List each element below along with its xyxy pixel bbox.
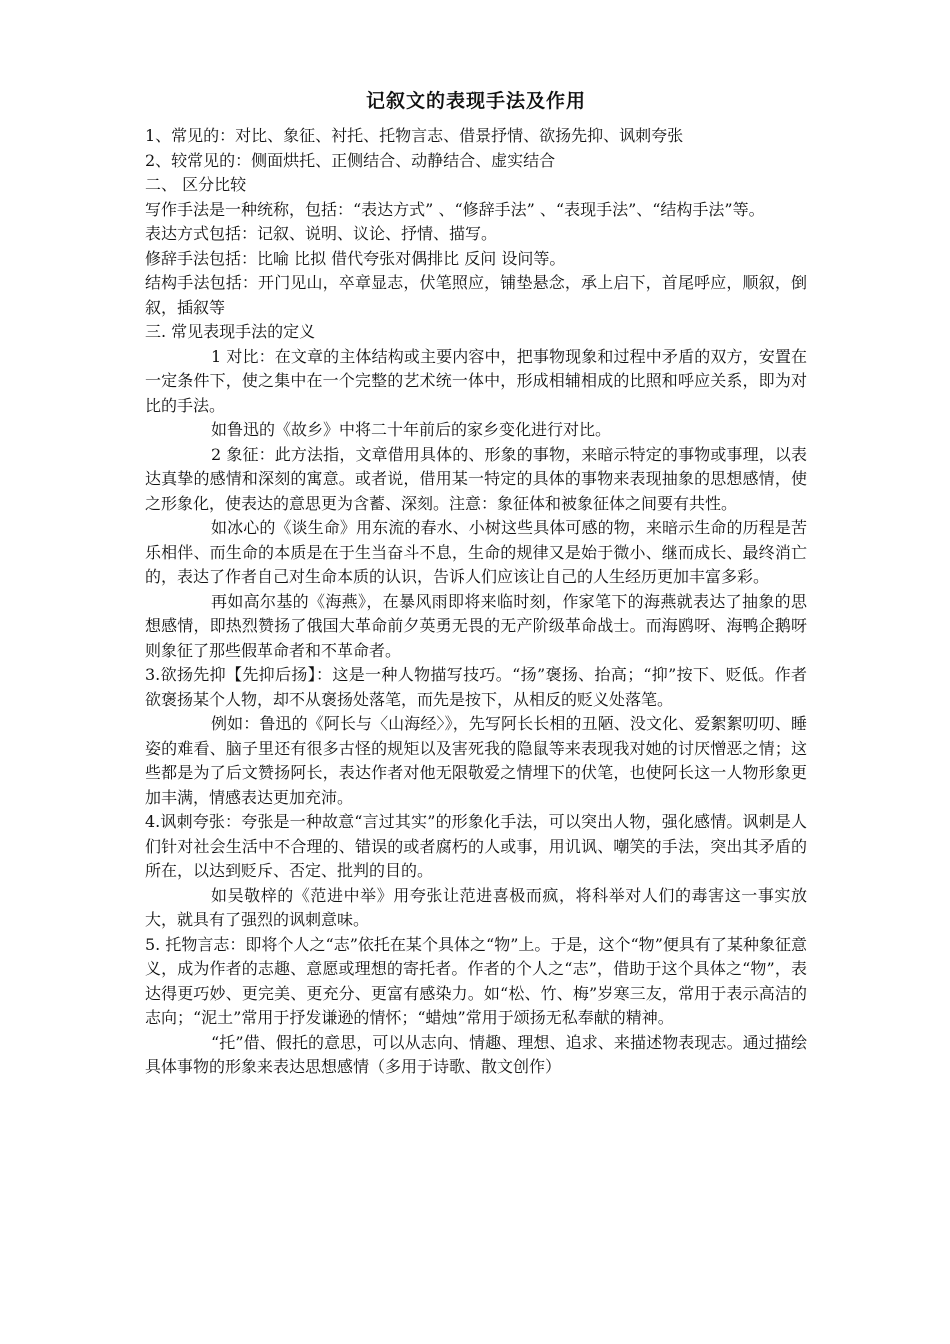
paragraph: “托”借、假托的意思，可以从志向、情趣、理想、追求、来描述物表现志。通过描绘具体事物的形象来表达思想感情（多用于诗歌、散文创作） [145, 1032, 807, 1076]
paragraph: 写作手法是一种统称，包括：“表达方式” 、“修辞手法” 、“表现手法”、“结构手法”等。 [145, 199, 765, 219]
paragraph: 2、较常见的：侧面烘托、正侧结合、动静结合、虚实结合 [145, 150, 556, 170]
document-title: 记叙文的表现手法及作用 [365, 90, 586, 112]
paragraph: 表达方式包括：记叙、说明、议论、抒情、描写。 [145, 224, 498, 243]
paragraph: 再如高尔基的《海燕》，在暴风雨即将来临时刻，作家笔下的海燕就表达了抽象的思想感情，即热烈赞扬了俄国大革命前夕英勇无畏的无产阶级革命战士。而海鸥呀、海鸭企鹅呀则象征了那些假革命者和不革命者。 [145, 591, 807, 660]
paragraph: 如吴敬梓的《范进中举》用夸张让范进喜极而疯，将科举对人们的毒害这一事实放大，就具有了强烈的讽刺意味。 [145, 885, 807, 929]
paragraph: 例如：鲁迅的《阿长与〈山海经〉》，先写阿长长相的丑陋、没文化、爱絮絮叨叨、睡姿的难看、脑子里还有很多古怪的规矩以及害死我的隐鼠等来表现我对她的讨厌憎恶之情；这些都是为了后文赞扬阿长，表达作者对他无限敬爱之情埋下的伏笔，也使阿长这一人物形象更加丰满，情感表达更加充沛。 [145, 714, 807, 807]
paragraph: 二、 区分比较 [145, 175, 247, 194]
paragraph: 2 象征：此方法指，文章借用具体的、形象的事物，来暗示特定的事物或事理，以表达真挚的感情和深刻的寓意。或者说，借用某一特定的具体的事物来表现抽象的思想感情，使之形象化，使表达的意思更为含蓄、深刻。注意：象征体和被象征体之间要有共性。 [145, 444, 807, 513]
paragraph: 结构手法包括：开门见山，卒章显志，伏笔照应，铺垫悬念，承上启下，首尾呼应，顺叙，倒叙，插叙等 [145, 273, 807, 317]
paragraph: 1 对比：在文章的主体结构或主要内容中，把事物现象和过程中矛盾的双方，安置在一定条件下，使之集中在一个完整的艺术统一体中，形成相辅相成的比照和呼应关系，即为对比的手法。 [145, 346, 807, 415]
paragraph: 1、常见的：对比、象征、衬托、托物言志、借景抒情、欲扬先抑、讽刺夸张 [145, 126, 684, 145]
document-body [145, 124, 807, 1080]
paragraph: 如冰心的《谈生命》用东流的春水、小树这些具体可感的物，来暗示生命的历程是苦乐相伴、而生命的本质是在于生当奋斗不息，生命的规律又是始于微小、继而成长、最终消亡的，表达了作者自己对生命本质的认识，告诉人们应该让自己的人生经历更加丰富多彩。 [145, 518, 807, 586]
paragraph: 5. 托物言志：即将个人之“志”依托在某个具体之“物”上。于是，这个“物”便具有了某种象征意义，成为作者的志趣、意愿或理想的寄托者。作者的个人之“志”，借助于这个具体之“物”，表达得更巧妙、更完美、更充分、更富有感染力。如“松、竹、梅”岁寒三友，常用于表示高洁的志向；“泥土”常用于抒发谦逊的情怀；“蜡烛”常用于颂扬无私奉献的精神。 [145, 934, 807, 1027]
paragraph: 修辞手法包括：比喻 比拟 借代夸张对偶排比 反问 设问等。 [145, 248, 566, 268]
paragraph: 如鲁迅的《故乡》中将二十年前后的家乡变化进行对比。 [211, 420, 612, 439]
paragraph: 三. 常见表现手法的定义 [145, 322, 316, 341]
paragraph: 4.讽刺夸张：夸张是一种故意“言过其实”的形象化手法，可以突出人物，强化感情。讽刺是人们针对社会生活中不合理的、错误的或者腐朽的人或事，用讥讽、嘲笑的手法，突出其矛盾的所在，以达到贬斥、否定、批判的目的。 [145, 812, 807, 880]
paragraph: 3.欲扬先抑【先抑后扬】：这是一种人物描写技巧。“扬”褒扬、抬高；“抑”按下、贬低。作者欲褒扬某个人物，却不从褒扬处落笔，而先是按下，从相反的贬义处落笔。 [145, 665, 807, 709]
